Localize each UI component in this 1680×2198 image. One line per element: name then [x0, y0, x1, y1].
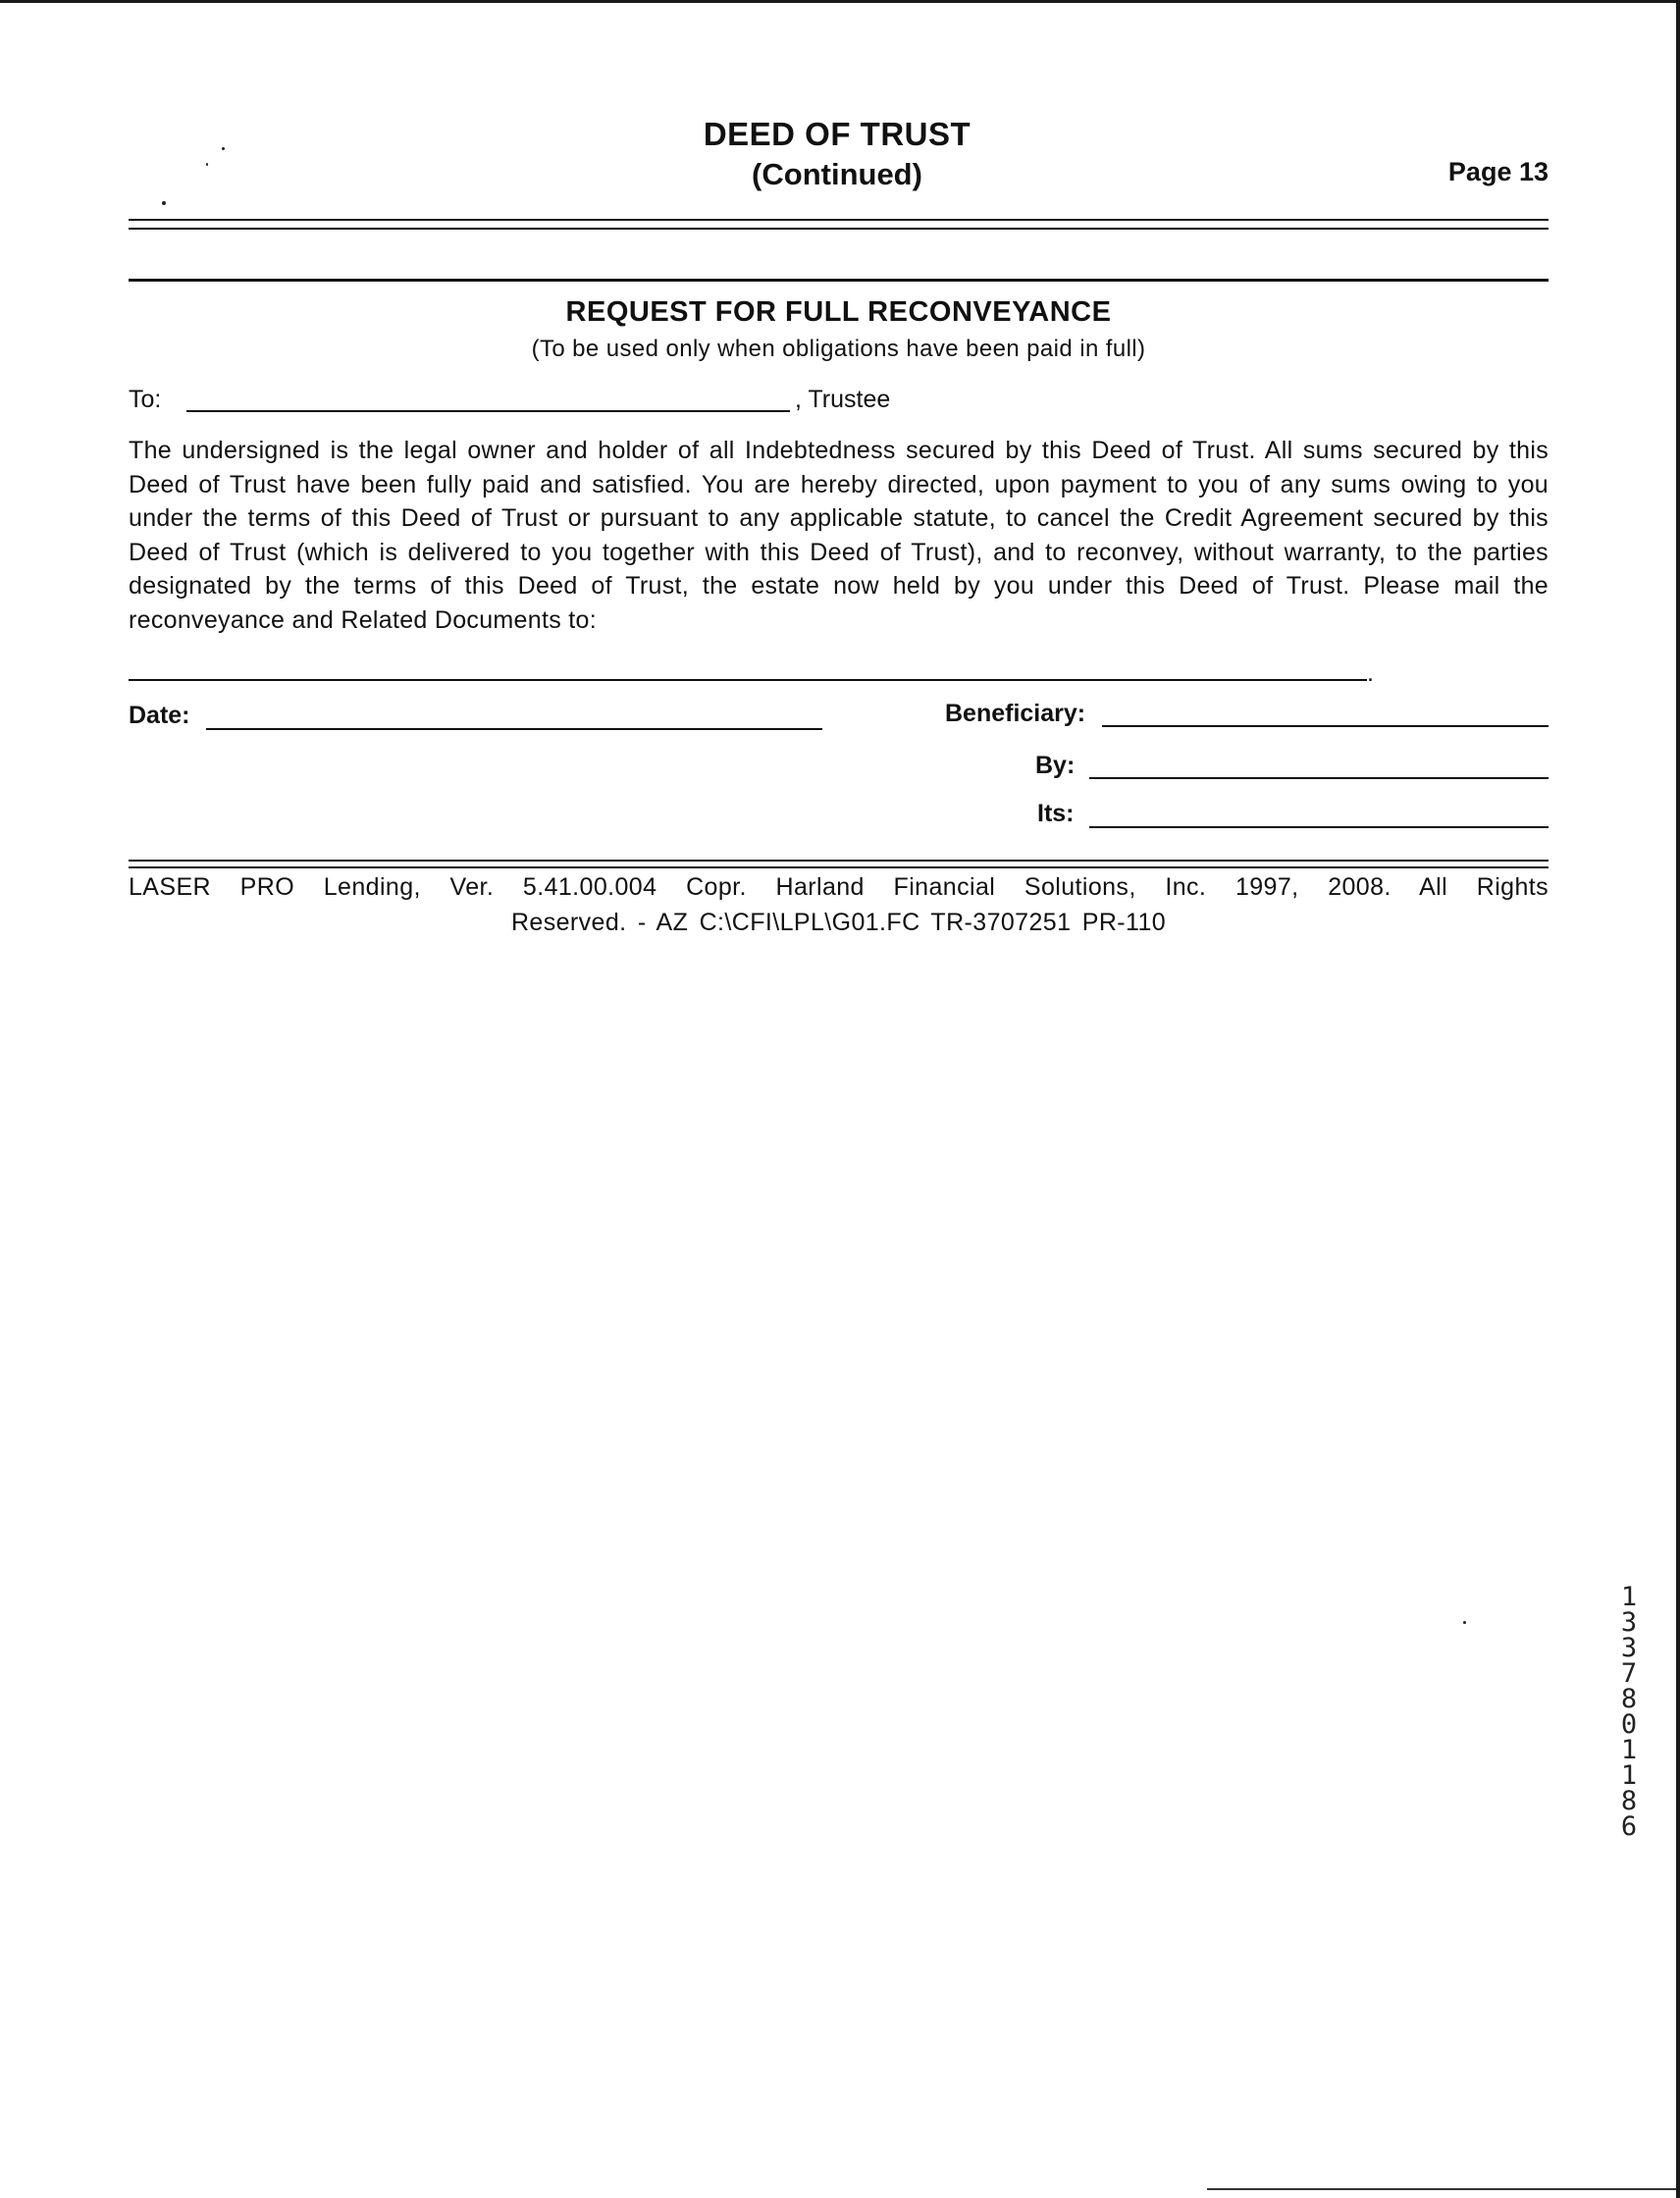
mailing-address-field[interactable] [129, 679, 1367, 681]
software-copyright-line2: Reserved. - AZ C:\CFI\LPL\G01.FC TR-3707251 PR-110 [510, 909, 1167, 936]
document-stamp-number: 13378 01186 [1620, 1582, 1638, 1842]
date-label: Date: [129, 702, 190, 729]
reconveyance-subtitle: (To be used only when obligations have been paid in full) [531, 336, 1146, 362]
document-title: DEED OF TRUST [703, 116, 971, 152]
to-label: To: [129, 386, 162, 413]
scan-edge-top [0, 0, 1680, 3]
mailing-address-period: . [1367, 659, 1374, 687]
document-subtitle: (Continued) [752, 157, 922, 191]
software-copyright-line1: LASER PRO Lending, Ver. 5.41.00.004 Copr. Harland Financial Solutions, Inc. 1997, 2008. All Rights [129, 873, 1549, 901]
beneficiary-field[interactable] [1102, 725, 1549, 727]
reconveyance-body: The undersigned is the legal owner and holder of all Indebtedness secured by this Deed of Trust. All sums secured by this Deed of Trust have been fully paid and satisfied. You are hereby directed, upon payment to you of any sums owing to you under the terms of this Deed of Trust or pursuant to any applicable statute, to cancel the Credit Agreement secured by this Deed of Trust (which is delivered to you together with this Deed of Trust), and to reconvey, without warranty, to the parties designated by the terms of this Deed of Trust, the estate now held by you under this Deed of Trust. Please mail the reconveyance and Related Documents to: [129, 437, 1549, 634]
scan-edge-right [1676, 0, 1680, 2198]
beneficiary-label: Beneficiary: [945, 700, 1086, 727]
scan-speck [222, 147, 225, 150]
its-label: Its: [1037, 800, 1075, 827]
scan-speck [1463, 1621, 1466, 1624]
footer-rule-bottom [129, 866, 1549, 868]
header-rule-top [129, 219, 1549, 221]
header-rule-bottom [129, 228, 1549, 230]
reconveyance-title: REQUEST FOR FULL RECONVEYANCE [565, 296, 1112, 328]
its-field[interactable] [1089, 826, 1549, 828]
section-rule [129, 279, 1549, 282]
by-label: By: [1035, 752, 1076, 779]
footer-rule-top [129, 860, 1549, 862]
scan-speck [162, 201, 166, 205]
trustee-label: , Trustee [795, 386, 891, 413]
trustee-name-field[interactable] [186, 410, 790, 412]
scan-speck [206, 163, 208, 166]
by-field[interactable] [1089, 777, 1549, 779]
scan-bottom-edge [1207, 2188, 1676, 2190]
date-field[interactable] [206, 728, 822, 730]
page-number: Page 13 [1447, 157, 1549, 186]
